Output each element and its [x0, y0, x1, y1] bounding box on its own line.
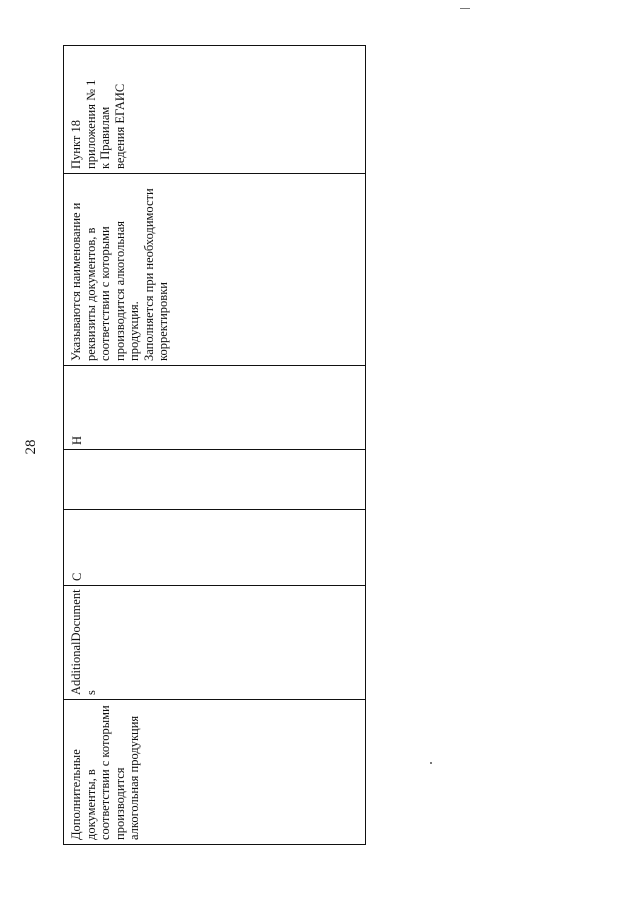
cell-text-source: Пункт 18 приложения № 1 к Правилам ведения ЕГАИС	[69, 79, 127, 169]
table-cell-source	[64, 46, 365, 173]
table-cell-description	[64, 174, 365, 365]
cell-text-description: Указываются наименование и реквизиты документов, в соответствии с которыми производится алкогольная продукция. Заполняется при необходимости корректировки	[69, 188, 170, 361]
cell-text-attribute-name: Дополнительные документы, в соответствии с которыми производится алкогольная продукция	[69, 705, 141, 840]
table-cell-element-name	[64, 586, 365, 699]
cell-text-empty	[64, 450, 365, 509]
table-section-source	[64, 46, 365, 174]
table-cell-type	[64, 510, 365, 585]
attribute-table	[63, 45, 366, 845]
table-section-empty	[64, 450, 365, 510]
cell-text-type: С	[70, 572, 84, 581]
table-cell-requirement	[64, 366, 365, 449]
cell-text-requirement: Н	[70, 435, 84, 445]
table-section-description	[64, 174, 365, 366]
cell-text-element-name: AdditionalDocuments	[69, 589, 98, 695]
page-number: 28	[23, 439, 39, 455]
scan-speck	[460, 8, 470, 9]
scan-speck	[430, 762, 432, 764]
table-cell-empty	[64, 450, 365, 509]
table-section-requirement	[64, 366, 365, 450]
table-cell-attribute-name	[64, 700, 365, 844]
table-section-element-name	[64, 586, 365, 700]
table-section-type	[64, 510, 365, 586]
table-section-attribute-name	[64, 700, 365, 844]
